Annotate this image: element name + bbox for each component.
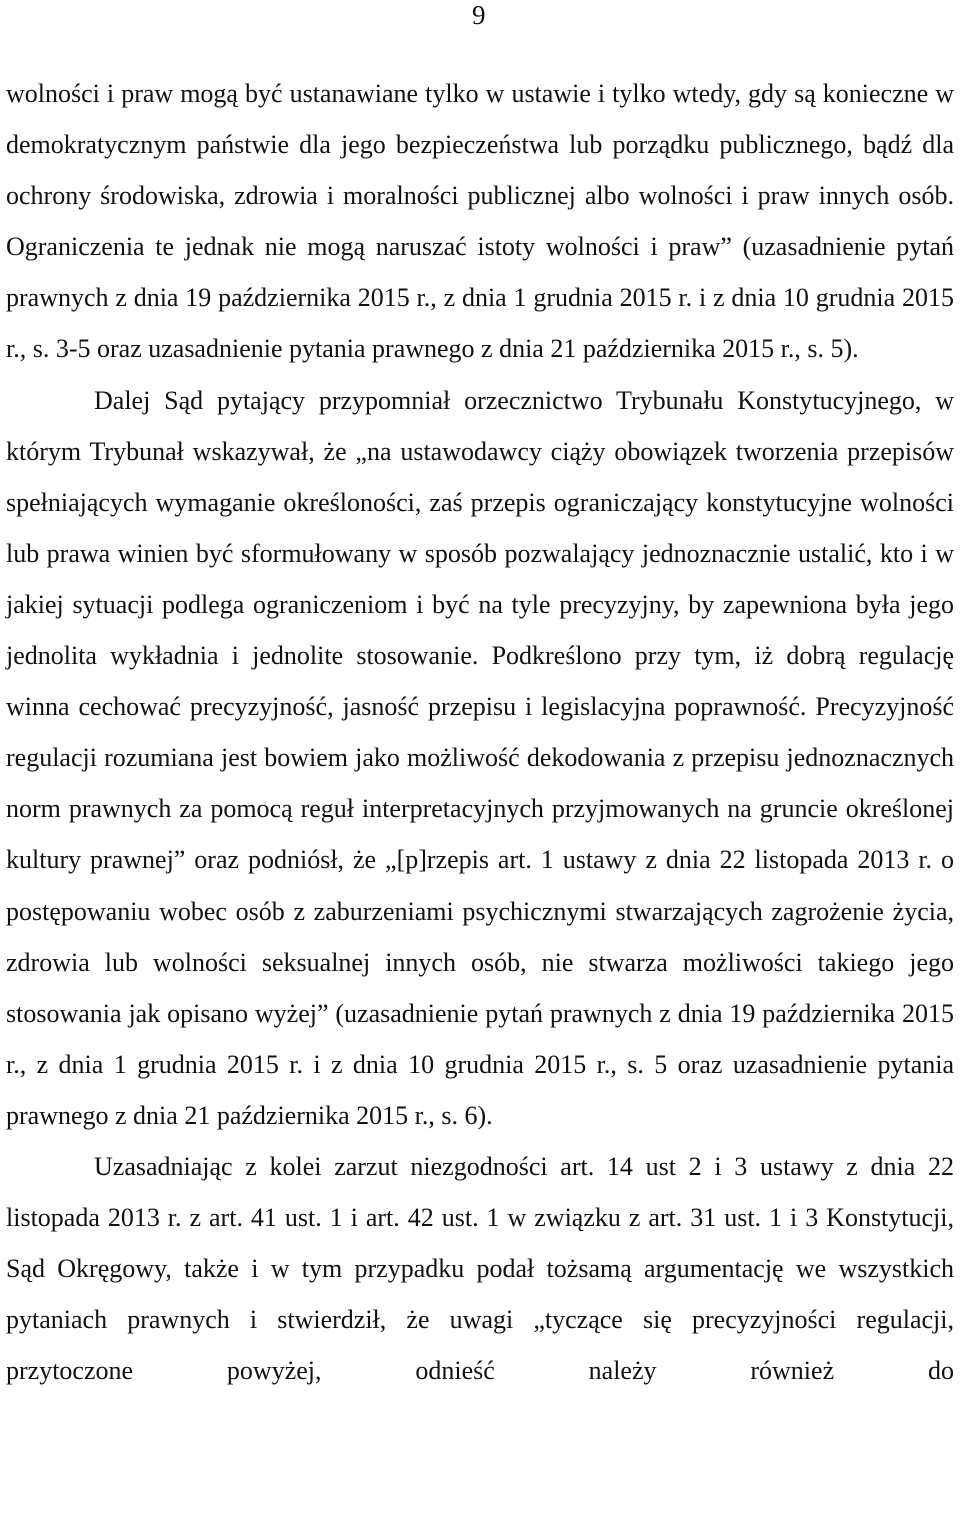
paragraph-tk-case-law: Dalej Sąd pytający przypomniał orzecznictwo Trybunału Konstytucyjnego, w którym Trybunał wskazywał, że „na ustawodawcy ciąży obowiązek tworzenia przepisów spełniających wymaganie określoności, zaś przepis ograniczający konstytucyjne wolności lub prawa winien być sformułowany w sposób pozwalający jednoznacznie ustalić, kto i w jakiej sytuacji podlega ograniczeniom i być na tyle precyzyjny, by zapewniona była jego jednolita wykładnia i jednolite stosowanie. Podkreślono przy tym, iż dobrą regulację winna cechować precyzyjność, jasność przepisu i legislacyjna poprawność. Precyzyjność regulacji rozumiana jest bowiem jako możliwość dekodowania z przepisu jednoznacznych norm prawnych za pomocą reguł interpretacyjnych przyjmowanych na gruncie określonej kultury prawnej” oraz podniósł, że „[p]rzepis art. 1 ustawy z dnia 22 listopada 2013 r. o postępowaniu wobec osób z zaburzeniami psychicznymi stwarzających zagrożenie życia, zdrowia lub wolności seksualnej innych osób, nie stwarza możliwości takiego jego stosowania jak opisano wyżej” (uzasadnienie pytań prawnych z dnia 19 października 2015 r., z dnia 1 grudnia 2015 r. i z dnia 10 grudnia 2015 r., s. 5 oraz uzasadnienie pytania prawnego z dnia 21 października 2015 r., s. 6). xyxy=(6,385,954,1130)
paragraph-continued: wolności i praw mogą być ustanawiane tylko w ustawie i tylko wtedy, gdy są konieczne w demokratycznym państwie dla jego bezpieczeństwa lub porządku publicznego, bądź dla ochrony środowiska, zdrowia i moralności publicznej albo wolności i praw innych osób. Ograniczenia te jednak nie mogą naruszać istoty wolności i praw” (uzasadnienie pytań prawnych z dnia 19 października 2015 r., z dnia 1 grudnia 2015 r. i z dnia 10 grudnia 2015 r., s. 3-5 oraz uzasadnienie pytania prawnego z dnia 21 października 2015 r., s. 5). xyxy=(6,79,954,364)
page-number: 9 xyxy=(472,0,486,30)
paragraph-art-14-argument: Uzasadniając z kolei zarzut niezgodności art. 14 ust 2 i 3 ustawy z dnia 22 listopada 2013 r. z art. 41 ust. 1 i art. 42 ust. 1 w związku z art. 31 ust. 1 i 3 Konstytucji, Sąd Okręgowy, także i w tym przypadku podał tożsamą argumentację we wszystkich pytaniach prawnych i stwierdził, że uwagi „tyczące się precyzyjności regulacji, przytoczone powyżej, odnieść należy również do xyxy=(6,1151,954,1386)
document-body xyxy=(6,68,954,1396)
